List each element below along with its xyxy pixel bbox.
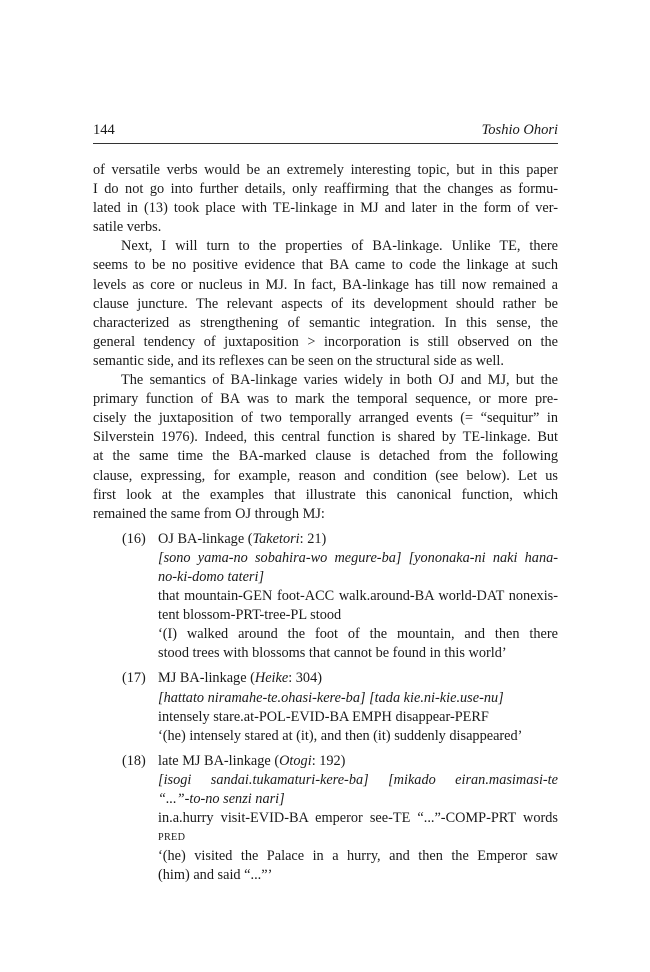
original-line: [hattato niramahe-te.ohasi-kere-ba] [tada kie.ni-kie.use-nu] <box>158 689 504 706</box>
text-line: clause juncture. The relevant aspects of its development should rather be <box>93 295 558 312</box>
text-line: cisely the juxtaposition of two temporally arranged events (= “sequitur” in <box>93 410 558 427</box>
body-text <box>93 161 558 885</box>
text-line: clause, expressing, for example, reason and condition (see below). Let us <box>93 467 558 484</box>
heading-suffix: : 192) <box>311 752 346 769</box>
paragraph <box>93 161 558 237</box>
gloss-line: tent blossom-PRT-tree-PL stood <box>158 607 342 624</box>
example-heading <box>158 752 558 771</box>
example-16 <box>93 530 558 664</box>
original-line: “...”-to-no senzi nari] <box>158 791 285 807</box>
example-number: (16) <box>122 530 146 547</box>
text-line: Silverstein 1976). Indeed, this central function is shared by TE-linkage. But <box>93 429 558 446</box>
text-line: first look at the examples that illustrate this canonical function, which <box>93 486 558 503</box>
example-heading <box>158 669 558 688</box>
text-line: levels as core or nucleus in MJ. In fact, BA-linkage has till now remained a <box>93 276 558 293</box>
text-line: The semantics of BA-linkage varies widely in both OJ and MJ, but the <box>121 372 558 389</box>
gloss-line: that mountain-GEN foot-ACC walk.around-BA world-DAT nonexis- <box>158 588 558 605</box>
original-line: [sono yama-no sobahira-wo megure-ba] [yononaka-ni naki hana- <box>158 549 558 566</box>
running-header <box>93 122 558 140</box>
text-line: semantic side, and its reflexes can be seen on the structural side as well. <box>93 352 504 369</box>
example-heading <box>158 530 558 549</box>
heading-source: Taketori <box>252 530 300 547</box>
gloss-line: in.a.hurry visit-EVID-BA emperor see-TE “...”-COMP-PRT words <box>158 810 558 827</box>
text-line: of versatile verbs would be an extremely interesting topic, but in this paper <box>93 162 558 178</box>
text-line: Next, I will turn to the properties of BA-linkage. Unlike TE, there <box>121 238 558 255</box>
heading-suffix: : 21) <box>299 530 327 547</box>
heading-source: Heike <box>254 670 289 687</box>
heading-source: Otogi <box>279 752 312 769</box>
text-line: I do not go into further details, only reaffirming that the changes as formu- <box>93 181 558 198</box>
translation-line: (him) and said “...”’ <box>158 867 273 884</box>
paragraph <box>93 371 558 524</box>
text-line: primary function of BA was to mark the temporal sequence, or more pre- <box>93 391 558 408</box>
header-rule <box>93 143 558 144</box>
heading-suffix: : 304) <box>288 670 322 687</box>
example-17 <box>93 669 558 745</box>
paragraph <box>93 237 558 371</box>
translation-line: ‘(I) walked around the foot of the mountain, and then there <box>158 626 558 643</box>
gloss-line: intensely stare.at-POL-EVID-BA EMPH disappear-PERF <box>158 708 489 725</box>
page-number: 144 <box>93 122 115 138</box>
gloss-line: PRED <box>158 832 186 844</box>
example-18 <box>93 752 558 886</box>
example-number: (18) <box>122 752 146 769</box>
text-line: characterized as strengthening of semantic integration. In this sense, the <box>93 314 558 331</box>
text-line: satile verbs. <box>93 219 162 236</box>
example-number: (17) <box>122 670 146 687</box>
translation-line: ‘(he) visited the Palace in a hurry, and then the Emperor saw <box>158 848 558 865</box>
text-line: remained the same from OJ through MJ: <box>93 505 325 522</box>
translation-line: ‘(he) intensely stared at (it), and then (it) suddenly disappeared’ <box>158 727 523 744</box>
text-line: seems to be no positive evidence that BA came to code the linkage at such <box>93 257 558 274</box>
original-line: [isogi sandai.tukamaturi-kere-ba] [mikado eiran.masimasi-te <box>158 771 558 788</box>
text-line: general tendency of juxtaposition > incorporation is still observed on the <box>93 333 558 350</box>
translation-line: stood trees with blossoms that cannot be found in this world’ <box>158 645 507 662</box>
heading-prefix: late MJ BA-linkage ( <box>158 752 280 769</box>
heading-prefix: OJ BA-linkage ( <box>158 530 253 547</box>
original-line: no-ki-domo tateri] <box>158 568 265 585</box>
text-line: at the same time the BA-marked clause is detached from the following <box>93 448 558 465</box>
text-line: lated in (13) took place with TE-linkage in MJ and later in the form of ver- <box>93 200 558 217</box>
running-head-author: Toshio Ohori <box>481 122 558 138</box>
heading-prefix: MJ BA-linkage ( <box>158 670 255 687</box>
